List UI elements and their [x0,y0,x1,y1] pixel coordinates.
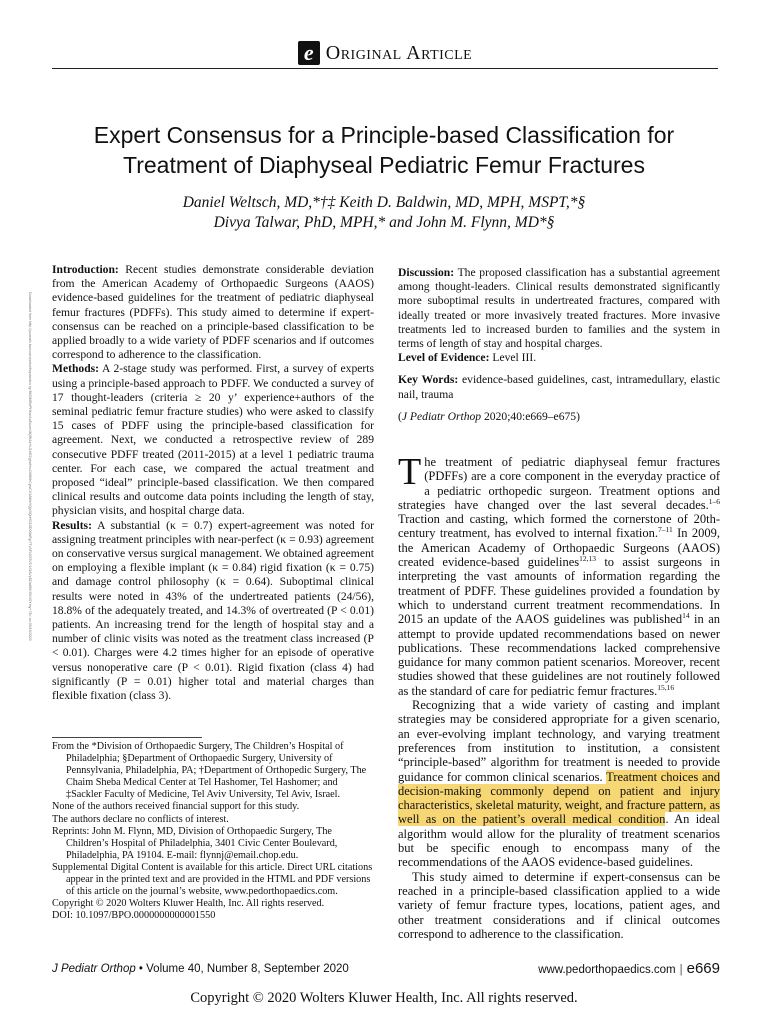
level-label: Level of Evidence: [398,351,490,365]
citation: (J Pediatr Orthop 2020;40:e669–e675) [398,409,580,423]
discussion-text: The proposed classification has a substantial agreement among thought-leaders. Clinical results demonstrated significantly more suboptimal results in undertreated fractures, compared with ideally treated or more invasively treated fractures. More invasive treatments led to increased burden to families and the system in terms of length of stay and hospital charges. [398,266,720,351]
footer-journal-info [52,963,349,975]
body-paragraph: This study aimed to determine if expert-consensus can be reached in a principle-based classification applied to a wide variety of femur fracture types, locations, patient ages, and other treatment considerations and if clinical outcomes correspond to adherence to the classification. [398,869,720,941]
download-watermark [20,292,32,720]
journal-logo-icon: e [298,41,320,65]
body-text-span: In 2009, the American Academy of Orthopaedic Surgeons (AAOS) created evidence-based guidelines [398,526,720,570]
abstract-results [52,519,374,704]
key-words [398,373,720,401]
results-label: Results: [52,518,92,532]
copyright-note: Copyright © 2020 Wolters Kluwer Health, Inc. All rights reserved. [52,898,325,910]
introduction-text: Recent studies demonstrate considerable deviation from the American Academy of Orthopaedic Surgeons (AAOS) evidence-based guidelines for the treatment of pediatric diaphyseal femur fractures (PDFFs). This study aimed to determine if expert-consensus can be reached on a principle-based classification to be applied broadly to a wide variety of PDFF scenarios and if outcomes correspond to adherence to the classification. [52,263,374,362]
body-text-span: Recognizing that a wide variety of casting and implant strategies may be considered appropriate for a given scenario, an ever-evolving implant technology, and varying treatment preferences from institution to institution, a consistent “principle-based” algorithm for treatment is needed to provide guidance for common clinical scenarios. [398,698,720,784]
affiliations-footnote [52,741,374,922]
level-text: Level III. [492,351,537,365]
results-text: A substantial (κ = 0.7) expert-agreement was noted for assigning treatment principles with near-perfect (κ = 0.93) agreement on conservative versus surgical management. We obtained agreement on employing a flexible implant (κ = 0.84) rigid fixation (κ = 0.75) and damage control philosophy (κ = 0.64). Suboptimal clinical results were noted in 43% of the undertreated patients (24/56), 18.8% of the adequately treated, and 14.3% of overtreated (P < 0.01) patients. An increasing trend for the length of hospital stay and a number of clinic visits was noted as the treatment class increased (P < 0.01). Charges were 4.2 times higher for an episode of operative versus nonoperative care (P < 0.01). Rigid fixation (class 4) had significantly (P = 0.01) higher total and material charges than flexible fixation (class 3). [52,518,374,703]
copyright-line: Copyright © 2020 Wolters Kluwer Health, Inc. All rights reserved. [190,990,578,1006]
methods-label: Methods: [52,362,100,376]
reference: 14 [682,611,690,621]
page-footer [52,960,720,978]
introduction-label: Introduction: [52,263,119,276]
discussion-label: Discussion: [398,266,455,279]
highlighted-text[interactable]: Treatment choices and decision-making commonly depend on patient and injury characteristics, skeletal maturity, weight, and fracture pattern, as well as on the patient’s overall medical condition [398,769,720,827]
article-header [250,40,520,66]
reprints-info: Reprints: John M. Flynn, MD, Division of Orthopaedic Surgery, The Children’s Hospital of Philadelphia, 3401 Civic Center Boulevard, Philadelphia, PA 19104. E-mail: flynnj@email.chop.edu. [52,825,338,861]
body-text-span: Traction and casting, which formed the cornerstone of 20th-century treatment, has evolved to internal fixation. [398,512,720,541]
title-line: Expert Consensus for a Principle-based Classification for [93,122,675,148]
body-text-span: in an attempt to provide updated recommendations based on newer publications. These recommendations lacked comprehensive guidance for many common patient scenarios. Moreover, recent studies showed that these guidelines are not routinely followed as the standard of care for pediatric femur fractures. [398,612,720,698]
methods-text: A 2-stage study was performed. First, a survey of experts using a principle-based approach to PDFF. We conducted a survey of 17 thought-leaders (criteria ≥ 20 y’ experience+authors of the seminal pediatric femur fracture studies) who were asked to classify 15 cases of PDFF using the principle-based classification for agreement. Next, we conducted a retrospective review of 289 consecutive PDFF treated (2011-2015) at a level 1 pediatric trauma center. For each case, we compared the actual treatment and proposed “ideal” principle-based classification. We then compared clinical results and outcome data points including the length of stay, physician visits, and hospital charge data. [52,362,374,518]
title-line: Treatment of Diaphyseal Pediatric Femur Fractures [123,152,645,178]
header-divider [52,68,718,69]
section-label: Original Article [325,41,473,64]
keywords-text: evidence-based guidelines, cast, intramedullary, elastic nail, trauma [398,373,720,401]
reference: 7–11 [658,525,673,535]
journal-url[interactable]: www.pedorthopaedics.com [538,964,676,976]
reference: 12,13 [579,553,596,563]
abstract-left-column [52,263,374,703]
supplemental-note: Supplemental Digital Content is available for this article. Direct URL citations appear in the printed text and are provided in the HTML and PDF versions of this article on the journal’s website, www.pedorthopaedics.com. [52,861,373,898]
body-paragraph [398,698,720,870]
drop-cap: T [398,451,422,493]
author-line: Divya Talwar, PhD, MPH,* and John M. Flynn, MD*§ [213,214,555,231]
level-of-evidence [398,351,720,365]
author-line: Daniel Weltsch, MD,*†‡ Keith D. Baldwin, MD, MPH, MSPT,*§ [182,194,586,211]
conflict-statement: The authors declare no conflicts of interest. [52,813,229,825]
abstract-introduction [52,263,374,362]
footer-journal: J Pediatr Orthop [52,963,136,975]
body-text [398,451,720,941]
reference: 1–6 [708,496,720,506]
citation-details: 2020;40:e669–e675) [484,409,580,423]
footnote-divider [52,737,202,738]
affiliation-from: From the *Division of Orthopaedic Surgery, The Children’s Hospital of Philadelphia; §Department of Orthopaedic Surgery, University of Pennsylvania, Philadelphia, PA; †Department of Orthopedic Surgery, The Chaim Sheba Medical Center at Tel Hashomer, Tel Hashomer; and ‡Sackler Faculty of Medicine, Tel Aviv University, Tel Aviv, Israel. [52,741,367,801]
funding-statement: None of the authors received financial support for this study. [52,801,300,813]
article-title [40,120,728,180]
download-note: Downloaded from http://journals.lww.com/pedorthopaedics by BhDMf5ePHKav1zEoum1tQfN4a+kJLhEZgbsIHo4XMi0hCywCX1AWnYQp/IlQrHD3i3D0OdRyi7TvSFl4Cf3VC4/OAVpDDa8KKGKV0Ymy+78= on 09/19/2020 [28,292,32,641]
abstract-discussion [398,266,720,351]
body-text-span: he treatment of pediatric diaphyseal femur fractures (PDFFs) are a core component in the everyday practice of a pediatric orthopedic surgeon. Treatment options and strategies have changed over the last several decades. [398,455,720,512]
abstract-right-column [398,266,720,424]
keywords-label: Key Words: [398,373,459,387]
body-paragraph [398,451,720,698]
doi: DOI: 10.1097/BPO.0000000000001550 [52,910,216,922]
footer-volume: • Volume 40, Number 8, September 2020 [135,963,349,975]
abstract-methods [52,362,374,518]
citation-journal: J Pediatr Orthop [401,409,482,423]
body-text-span: . An ideal algorithm would allow for the plurality of treatment scenarios but be specific enough to encompass many of the recommendations of the AAOS evidence-based guidelines. [398,812,720,870]
footer-separator: | [679,964,683,976]
reference: 15,16 [657,682,675,692]
footer-page-info [538,960,720,977]
page-number: e669 [686,960,720,977]
body-text-span: to assist surgeons in interpreting the vast amounts of information regarding the treatment of PDFF. These guidelines provided a foundation by which to understand current treatment recommendations. In 2015 an update of the AAOS guidelines was published [398,555,720,627]
author-list [40,193,728,233]
